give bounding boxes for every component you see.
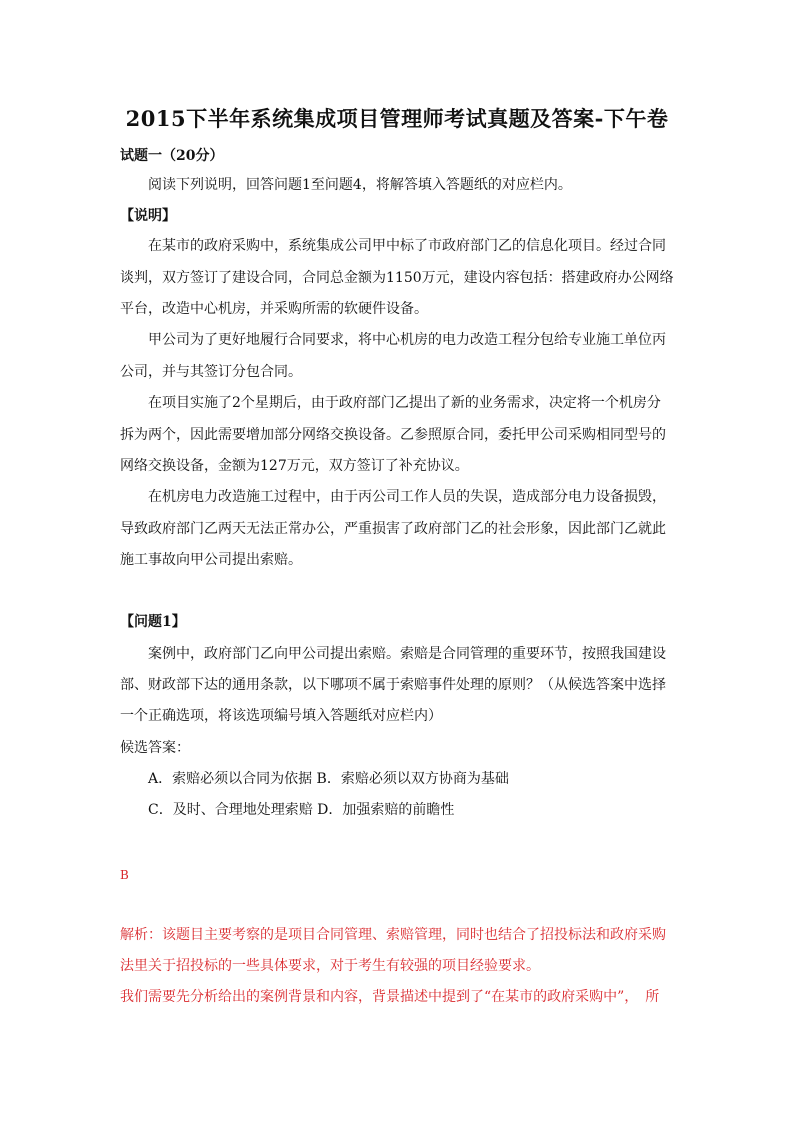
paragraph-line: 拆为两个，因此需要增加部分网络交换设备。乙参照原合同，委托甲公司采购相同型号的 (120, 427, 666, 443)
answer-text: B (120, 868, 129, 882)
paragraph-line: 甲公司为了更好地履行合同要求，将中心机房的电力改造工程分包给专业施工单位丙 (148, 332, 666, 348)
analysis-line: 我们需要先分析给出的案例背景和内容，背景描述中提到了“在某市的政府采购中”， 所 (120, 989, 660, 1005)
question-heading: 试题一（20分） (120, 148, 224, 164)
paragraph-line: 在项目实施了2个星期后，由于政府部门乙提出了新的业务需求，决定将一个机房分 (148, 395, 661, 411)
paragraph-line: 平台，改造中心机房，并采购所需的软硬件设备。 (120, 301, 428, 317)
paragraph-line: 导致政府部门乙两天无法正常办公，严重损害了政府部门乙的社会形象，因此部门乙就此 (120, 521, 666, 537)
section-label-description: 【说明】 (120, 208, 176, 224)
paragraph-line: 网络交换设备，金额为127万元，双方签订了补充协议。 (120, 458, 469, 474)
analysis-line: 解析：该题目主要考察的是项目合同管理、索赔管理，同时也结合了招投标法和政府采购 (120, 927, 666, 943)
option-line: C．及时、合理地处理索赔 D．加强索赔的前瞻性 (148, 802, 455, 818)
problem-text-line: 案例中，政府部门乙向甲公司提出索赔。索赔是合同管理的重要环节，按照我国建设 (148, 646, 666, 662)
problem-text-line: 一个正确选项，将该选项编号填入答题纸对应栏内） (120, 708, 442, 724)
analysis-line: 法里关于招投标的一些具体要求，对于考生有较强的项目经验要求。 (120, 958, 540, 974)
problem-1-label: 【问题1】 (120, 614, 186, 630)
problem-text-line: 部、财政部下达的通用条款，以下哪项不属于索赔事件处理的原则？（从候选答案中选择 (120, 677, 666, 693)
paragraph-line: 谈判，双方签订了建设合同，合同总金额为1150万元，建设内容包括：搭建政府办公网络 (120, 270, 674, 286)
paragraph-line: 施工事故向甲公司提出索赔。 (120, 552, 302, 568)
paragraph-line: 在某市的政府采购中，系统集成公司甲中标了市政府部门乙的信息化项目。经过合同 (148, 238, 666, 254)
option-line: A．索赔必须以合同为依据 B．索赔必须以双方协商为基础 (148, 771, 509, 787)
paragraph-line: 公司，并与其签订分包合同。 (120, 364, 302, 380)
paragraph-line: 在机房电力改造施工过程中，由于丙公司工作人员的失误，造成部分电力设备损毁， (148, 489, 666, 505)
instruction-text: 阅读下列说明，回答问题1至问题4，将解答填入答题纸的对应栏内。 (148, 177, 572, 193)
candidates-label: 候选答案： (120, 740, 190, 756)
page-title: 2015下半年系统集成项目管理师考试真题及答案-下午卷 (125, 106, 669, 131)
